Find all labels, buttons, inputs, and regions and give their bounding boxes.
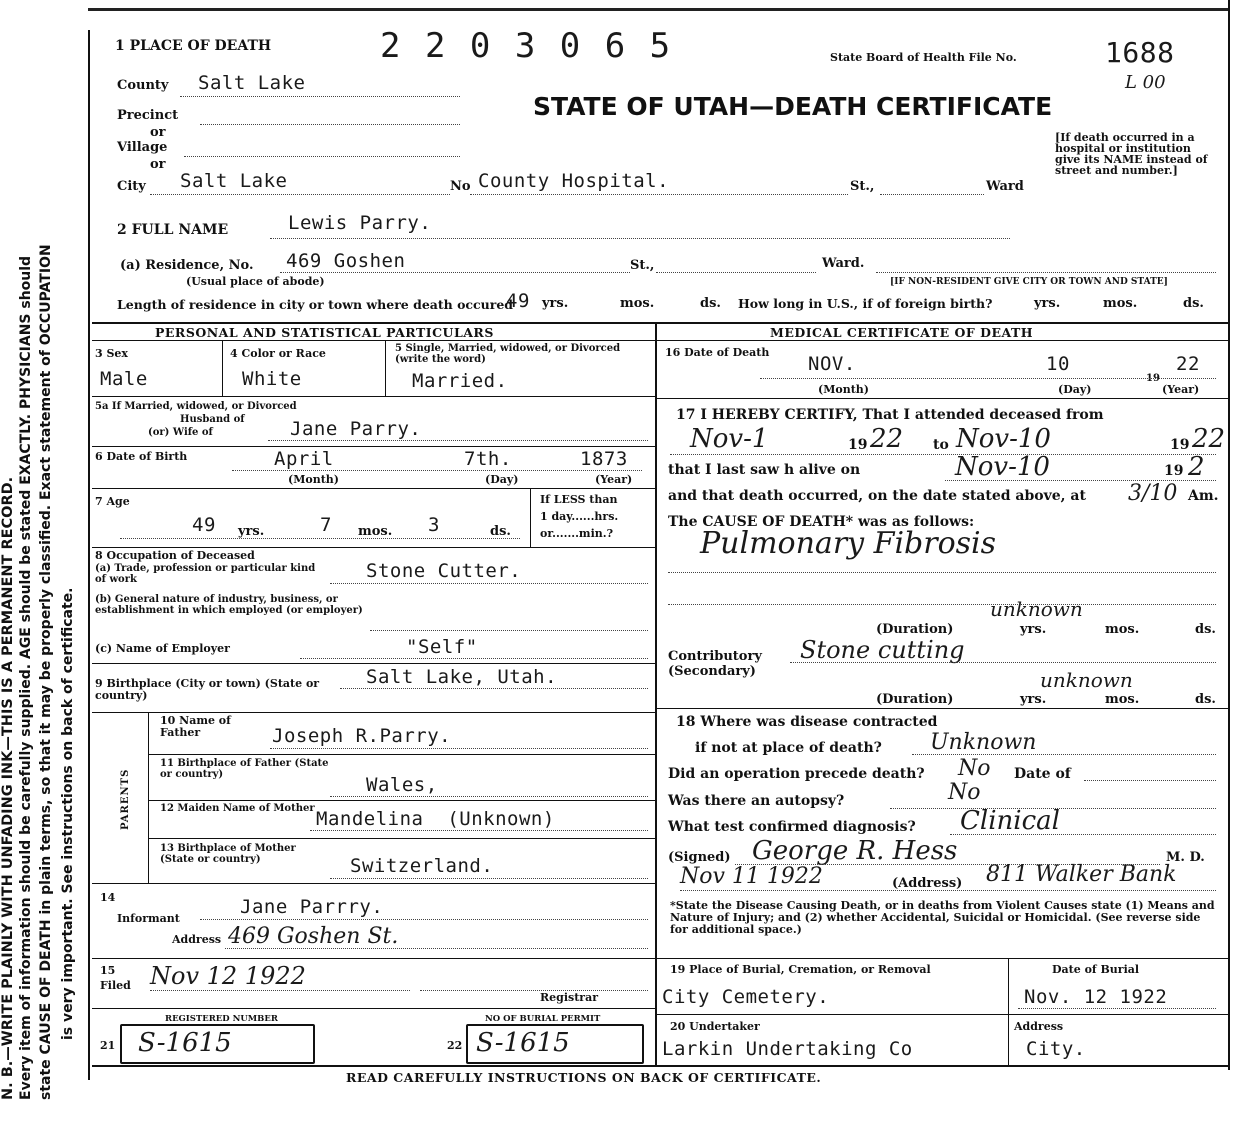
- last-saw-year-prefix: 19: [1164, 463, 1184, 479]
- cause-line-2: [668, 604, 1216, 605]
- spouse-label-1: 5a If Married, widowed, or Divorced: [95, 401, 297, 412]
- signature-value: George R. Hess: [752, 836, 958, 866]
- death-time: 3/10: [1128, 481, 1178, 506]
- cause-value: Pulmonary Fibrosis: [700, 526, 997, 561]
- contrib-duration-yrs: yrs.: [1020, 692, 1047, 707]
- death-date-label: 16 Date of Death: [665, 346, 770, 359]
- personal-heading: PERSONAL AND STATISTICAL PARTICULARS: [155, 325, 494, 340]
- occupation-b-line: [370, 630, 648, 631]
- duration-yrs: yrs.: [1020, 622, 1047, 637]
- hospital-note: [If death occurred in a hospital or institution give its NAME instead of street and number.]: [1055, 131, 1208, 177]
- undertaker-label: 20 Undertaker: [670, 1020, 760, 1033]
- full-name-value: Lewis Parry.: [288, 212, 432, 234]
- signed-date: Nov 11 1922: [680, 864, 823, 889]
- informant-address-label: Address: [172, 933, 222, 946]
- usual-abode-label: (Usual place of abode): [186, 275, 325, 288]
- death-am: Am.: [1188, 488, 1219, 504]
- from-year: 22: [870, 424, 904, 454]
- last-saw: Nov-10: [955, 452, 1050, 482]
- undertaker-address-label: Address: [1014, 1020, 1064, 1033]
- st-label: St.,: [850, 179, 875, 194]
- mother-bp-label: 13 Birthplace of Mother (State or country): [160, 843, 296, 865]
- undertaker-value: Larkin Undertaking Co: [662, 1038, 913, 1060]
- dob-day-cap: (Day): [485, 473, 519, 486]
- death-month: NOV.: [808, 353, 856, 375]
- burial-permit-label: NO OF BURIAL PERMIT: [485, 1014, 601, 1024]
- date-of-line: [1084, 780, 1216, 781]
- occupation-label: 8 Occupation of Deceased: [95, 549, 255, 562]
- res-st-line: [656, 272, 816, 273]
- burial-date-value: Nov. 12 1922: [1024, 986, 1168, 1008]
- rule-after-burial: [656, 1014, 1228, 1015]
- medical-heading: MEDICAL CERTIFICATE OF DEATH: [770, 325, 1034, 340]
- signed-address-value: 811 Walker Bank: [986, 862, 1177, 887]
- st-line: [880, 194, 984, 195]
- footer-instructions: READ CAREFULLY INSTRUCTIONS ON BACK OF CERTIFICATE.: [346, 1070, 822, 1085]
- death-day-cap: (Day): [1058, 383, 1092, 396]
- rule-after-cause: [656, 708, 1228, 709]
- hospital-value: County Hospital.: [478, 170, 670, 192]
- personal-heading-rule: [92, 340, 655, 341]
- age-ds: ds.: [490, 524, 511, 539]
- reg-no-item: 21: [100, 1039, 116, 1052]
- employer-label: (c) Name of Employer: [95, 642, 230, 655]
- spouse-value: Jane Parry.: [290, 418, 422, 440]
- marital-value: Married.: [412, 370, 508, 392]
- side-note-3: state CAUSE OF DEATH in plain terms, so that it may be properly classified. Exact statement of OCCUPATION: [38, 244, 54, 1100]
- operation-value: No: [958, 756, 991, 781]
- spouse-line: [268, 440, 648, 441]
- grid-top: [92, 322, 1228, 324]
- village-line: [184, 156, 460, 157]
- less-label-2: 1 day......hrs.: [540, 510, 619, 523]
- q18-label: 18 Where was disease contracted: [676, 714, 938, 730]
- or-1: or: [150, 125, 166, 140]
- side-note-2: Every item of information should be carefully supplied. AGE should be stated EXACTLY. PHYSICIANS should: [18, 255, 34, 1100]
- burial-date-line: [1018, 1008, 1216, 1009]
- length-mos: mos.: [620, 296, 655, 311]
- signed-label: (Signed): [668, 850, 731, 865]
- death-day: 10: [1046, 353, 1070, 375]
- signed-address-line: [680, 890, 1216, 891]
- registrar-label: Registrar: [540, 991, 599, 1004]
- duration-value: unknown: [990, 597, 1083, 621]
- duration-mos: mos.: [1105, 622, 1140, 637]
- rule-after-filed: [92, 1008, 655, 1009]
- informant-no: 14: [100, 891, 116, 904]
- us-yrs: yrs.: [1034, 296, 1061, 311]
- rule-after-father-bp: [148, 800, 655, 801]
- dob-day: 7th.: [464, 448, 512, 470]
- rule-after-birthplace: [92, 712, 655, 713]
- medical-footnote: *State the Disease Causing Death, or in deaths from Violent Causes state (1) Means and Nature of Injury; and (2) whether Accidental, Suicidal or Homicidal. (See reverse side for additional space.): [670, 899, 1215, 936]
- nonres-note: [IF NON-RESIDENT GIVE CITY OR TOWN AND STATE]: [890, 277, 1168, 287]
- contrib-line: [790, 662, 1216, 663]
- age-mos: mos.: [358, 524, 393, 539]
- death-year-prefix: 19: [1146, 373, 1160, 384]
- md-label: M. D.: [1166, 850, 1205, 865]
- frame-left: [88, 30, 90, 1080]
- q18-value: Unknown: [930, 730, 1037, 755]
- filed-line: [150, 990, 410, 991]
- occupation-b-label: (b) General nature of industry, business, or establishment in which employed (or employer): [95, 594, 363, 616]
- death-year-cap: (Year): [1162, 383, 1200, 396]
- stamp-number: 2 2 0 3 0 6 5: [380, 26, 673, 66]
- precinct-line: [200, 124, 460, 125]
- occupation-a-label: (a) Trade, profession or particular kind of work: [95, 563, 316, 585]
- undertaker-address-value: City.: [1026, 1038, 1086, 1060]
- rule-after-father: [148, 754, 655, 755]
- no-label: No: [450, 179, 471, 194]
- us-mos: mos.: [1103, 296, 1138, 311]
- to-year: 22: [1192, 424, 1226, 454]
- informant-line: [200, 919, 648, 920]
- contrib-duration-label: (Duration): [876, 692, 954, 707]
- rule-after-mother-bp: [92, 883, 655, 884]
- autopsy-label: Was there an autopsy?: [668, 793, 845, 809]
- registrar-line: [420, 990, 648, 991]
- residence-line: [280, 272, 630, 273]
- employer-line: [300, 658, 648, 659]
- city-value: Salt Lake: [180, 170, 288, 192]
- side-note-1: N. B.—WRITE PLAINLY WITH UNFADING INK—THIS IS A PERMANENT RECORD.: [0, 476, 16, 1100]
- file-no: 1688: [1105, 36, 1175, 69]
- res-st-label: St.,: [630, 258, 655, 273]
- res-ward-label: Ward.: [822, 256, 865, 271]
- medical-heading-rule: [656, 340, 1228, 341]
- us-label: How long in U.S., if of foreign birth?: [738, 296, 993, 311]
- rule-after-mother: [148, 838, 655, 839]
- side-note-4: is very important. See instructions on back of certificate.: [60, 587, 76, 1040]
- q18b-label: if not at place of death?: [695, 740, 882, 756]
- name-line: [270, 238, 1010, 239]
- employer-value: "Self": [406, 636, 478, 658]
- attended-line: [670, 454, 1216, 455]
- burial-place-label: 19 Place of Burial, Cremation, or Removal: [670, 963, 931, 976]
- village-label: Village: [117, 140, 168, 155]
- death-occurred-text: and that death occurred, on the date stated above, at: [668, 488, 1086, 504]
- informant-value: Jane Parrry.: [240, 896, 384, 918]
- rule-after-death-date: [656, 398, 1228, 399]
- mother-bp-value: Switzerland.: [350, 855, 494, 877]
- us-ds: ds.: [1183, 296, 1204, 311]
- dob-month: April: [274, 448, 334, 470]
- contrib-duration-mos: mos.: [1105, 692, 1140, 707]
- dob-year-cap: (Year): [595, 473, 633, 486]
- grid-bottom: [92, 1065, 1228, 1067]
- dob-line: [232, 470, 642, 471]
- frame-top: [88, 8, 1228, 11]
- city-line: [150, 194, 450, 195]
- color-label: 4 Color or Race: [230, 347, 326, 360]
- grid-parents: [148, 713, 149, 883]
- to-label: to: [933, 437, 949, 453]
- full-name-label: 2 FULL NAME: [117, 222, 229, 238]
- filed-label: Filed: [100, 979, 131, 992]
- burial-date-label: Date of Burial: [1052, 963, 1140, 976]
- birthplace-label: 9 Birthplace (City or town) (State or country): [95, 677, 320, 702]
- age-days: 3: [428, 514, 440, 536]
- test-value: Clinical: [960, 806, 1060, 836]
- cause-line-1: [668, 572, 1216, 573]
- date-of-label: Date of: [1014, 766, 1071, 782]
- contributory-value: Stone cutting: [800, 636, 965, 664]
- q18-line: [912, 754, 1216, 755]
- to-year-prefix: 19: [1170, 437, 1190, 453]
- length-years: 49: [506, 290, 530, 312]
- dob-month-cap: (Month): [288, 473, 339, 486]
- rule-after-age: [92, 547, 655, 548]
- place-of-death-label: 1 PLACE OF DEATH: [115, 38, 272, 54]
- length-yrs: yrs.: [542, 296, 569, 311]
- signed-address-label: (Address): [892, 876, 963, 891]
- father-bp-line: [330, 796, 648, 797]
- length-label: Length of residence in city or town where death occured: [117, 297, 514, 312]
- test-label: What test confirmed diagnosis?: [668, 819, 916, 835]
- age-line: [120, 538, 520, 539]
- length-ds: ds.: [700, 296, 721, 311]
- duration-ds: ds.: [1195, 622, 1216, 637]
- informant-label: Informant: [117, 912, 180, 925]
- age-label: 7 Age: [95, 495, 130, 508]
- county-value: Salt Lake: [198, 72, 306, 94]
- spouse-label-2: Husband of: [180, 414, 245, 425]
- city-label: City: [117, 179, 146, 194]
- permit-item: 22: [447, 1039, 463, 1052]
- filed-value: Nov 12 1922: [150, 962, 306, 990]
- certify-text: 17 I HEREBY CERTIFY, That I attended deceased from: [676, 407, 1104, 423]
- ward-label: Ward: [986, 179, 1024, 194]
- attended-from: Nov-1: [690, 424, 769, 454]
- grid-burial: [1008, 959, 1009, 1065]
- contrib-duration-value: unknown: [1040, 668, 1133, 692]
- grid-sex-right: [222, 341, 223, 396]
- spouse-label-3: (or) Wife of: [148, 427, 213, 438]
- sex-label: 3 Sex: [95, 347, 128, 360]
- county-line: [180, 96, 460, 97]
- operation-label: Did an operation precede death?: [668, 766, 925, 782]
- death-year: 22: [1176, 353, 1200, 375]
- file-note: L 00: [1125, 72, 1166, 93]
- rule-after-occupation: [92, 663, 655, 664]
- informant-address-value: 469 Goshen St.: [228, 924, 399, 949]
- res-ward-line: [876, 272, 1216, 273]
- no-line: [470, 194, 848, 195]
- occupation-line: [330, 583, 648, 584]
- file-no-label: State Board of Health File No.: [830, 51, 1017, 64]
- less-label-1: If LESS than: [540, 493, 618, 506]
- grid-age-less: [530, 489, 531, 547]
- death-month-cap: (Month): [818, 383, 869, 396]
- mother-value: Mandelina (Unknown): [316, 808, 555, 830]
- precinct-label: Precinct: [117, 108, 179, 123]
- informant-address-line: [225, 948, 648, 949]
- rule-after-informant: [92, 958, 655, 959]
- birthplace-value: Salt Lake, Utah.: [366, 666, 558, 688]
- age-years: 49: [192, 514, 216, 536]
- from-year-prefix: 19: [848, 437, 868, 453]
- death-date-line: [760, 378, 1216, 379]
- marital-label: 5 Single, Married, widowed, or Divorced (write the word): [395, 343, 621, 365]
- autopsy-value: No: [948, 780, 981, 805]
- mother-label: 12 Maiden Name of Mother: [160, 803, 315, 814]
- rule-after-sex: [92, 396, 655, 397]
- father-label: 10 Name of Father: [160, 714, 231, 739]
- county-label: County: [117, 78, 169, 93]
- burial-place-value: City Cemetery.: [662, 986, 830, 1008]
- birthplace-line: [340, 688, 648, 689]
- mother-bp-line: [330, 878, 648, 879]
- rule-after-spouse: [92, 446, 655, 447]
- mother-line: [310, 830, 648, 831]
- filed-no: 15: [100, 964, 116, 977]
- or-2: or: [150, 157, 166, 172]
- permit-value: S-1615: [476, 1028, 570, 1058]
- age-months: 7: [320, 514, 332, 536]
- grid-middle: [655, 322, 657, 1067]
- last-saw-label: that I last saw h alive on: [668, 462, 861, 478]
- attended-to: Nov-10: [956, 424, 1051, 454]
- color-value: White: [242, 368, 302, 390]
- father-bp-value: Wales,: [366, 774, 438, 796]
- rule-after-footnote: [656, 958, 1228, 959]
- rule-after-dob: [92, 488, 655, 489]
- dob-label: 6 Date of Birth: [95, 450, 188, 463]
- contrib-duration-ds: ds.: [1195, 692, 1216, 707]
- reg-no-value: S-1615: [138, 1028, 232, 1058]
- frame-right: [1228, 0, 1230, 1070]
- father-line: [270, 748, 648, 749]
- less-label-3: or.......min.?: [540, 527, 614, 540]
- reg-no-label: REGISTERED NUMBER: [165, 1014, 278, 1024]
- father-bp-label: 11 Birthplace of Father (State or country): [160, 758, 329, 780]
- occupation-value: Stone Cutter.: [366, 560, 522, 582]
- residence-label: (a) Residence, No.: [120, 258, 254, 273]
- cause-label: The CAUSE OF DEATH* was as follows:: [668, 514, 975, 530]
- dob-year: 1873: [580, 448, 628, 470]
- sex-value: Male: [100, 368, 148, 390]
- contributory-label: Contributory (Secondary): [668, 649, 762, 679]
- grid-color-right: [385, 341, 386, 396]
- certificate-title: STATE OF UTAH—DEATH CERTIFICATE: [533, 92, 1053, 121]
- duration-label: (Duration): [876, 622, 954, 637]
- parents-label: PARENTS: [120, 768, 131, 830]
- age-yrs: yrs.: [238, 524, 265, 539]
- test-line: [950, 834, 1216, 835]
- last-saw-year: 2: [1188, 452, 1205, 482]
- father-value: Joseph R.Parry.: [272, 725, 452, 747]
- residence-value: 469 Goshen: [286, 250, 406, 272]
